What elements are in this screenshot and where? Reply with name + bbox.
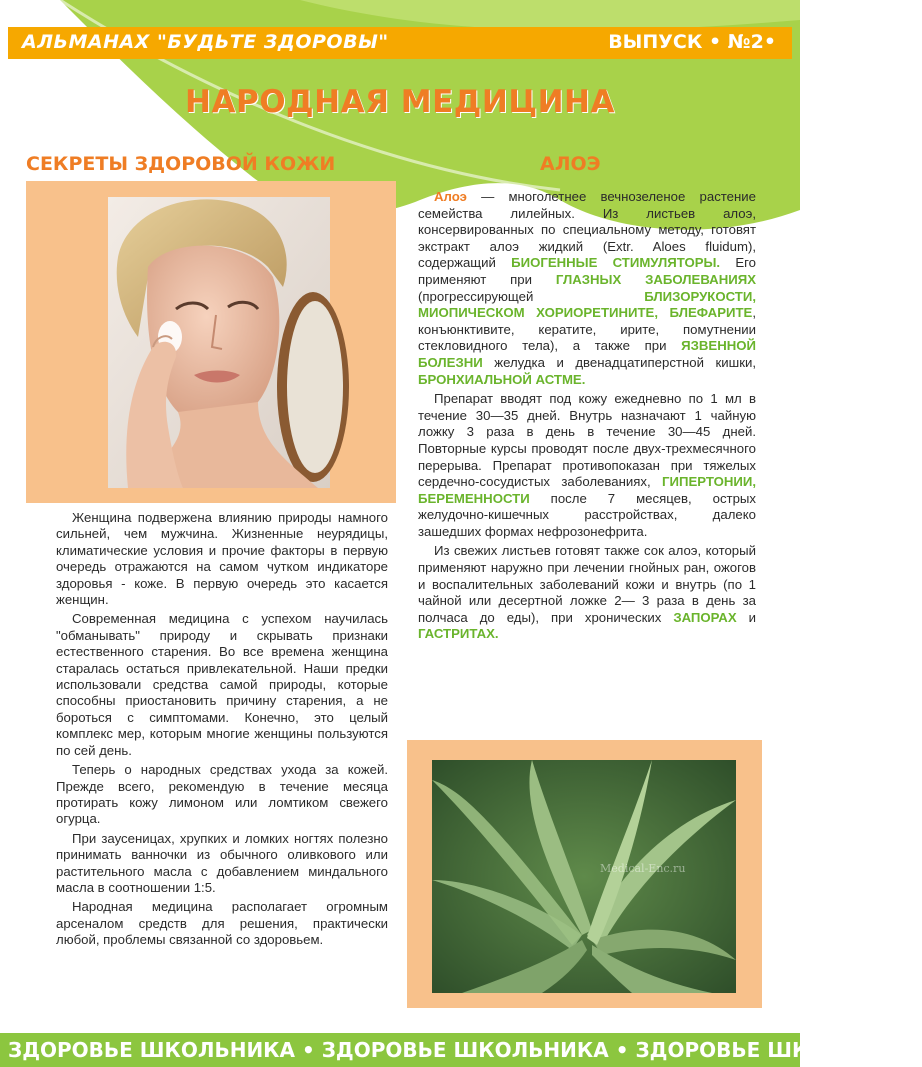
text-run: — многолетнее вечнозеленое растение семейства лилейных. Из листьев алоэ, консервированных по специальному методу, готовят экстракт алоэ жидкий (Extr. Aloes fluidum), содержащий [418,189,756,271]
highlight-term: БЛИЗОРУКОСТИ, МИОПИЧЕСКОМ ХОРИОРЕТИНИТЕ, БЛЕФАРИТЕ [418,288,756,321]
highlight-term: ЗАПОРАХ [673,609,737,625]
left-paragraph: При заусеницах, хрупких и ломких ногтях полезно принимать ванночки из обычного оливкового или растительного масла с добавлением миндального масла в соотношении 1:5. [56,830,388,895]
text-run: после 7 месяцев, острых желудочно-кишечных расстройствах, далеко зашедших формах нефрозонефрита. [418,490,756,539]
highlight-term: БИОГЕННЫЕ СТИМУЛЯТОРЫ. [511,255,721,271]
left-paragraph: Народная медицина располагает огромным арсеналом средств для решения, практически любой, проблемы связанной со здоровьем. [56,899,388,948]
aloe-paragraph-2 [418,391,756,540]
highlight-term: ЯЗВЕННОЙ БОЛЕЗНИ [418,338,756,370]
text-run: (прогрессирующей [418,288,645,304]
almanac-title: АЛЬМАНАХ "БУДЬТЕ ЗДОРОВЫ" [22,31,389,53]
aloe-photo [432,760,736,993]
woman-photo [108,197,330,488]
text-run: Препарат вводят под кожу ежедневно по 1 мл в течение 30—35 дней. Внутрь назначают 1 чайную ложку 3 раза в день в течение 30—45 дней. Повторные курсы проводят после двух-трехмесячного перерыва. Препарат противопоказан при тяжелых сердечно-сосудистых заболеваниях, [418,391,756,490]
text-run: Его применяют при [418,255,756,287]
left-paragraph: Женщина подвержена влиянию природы намного сильней, чем мужчина. Жизненные неурядицы, климатические условия и прочие факторы в первую очередь отражаются на самом чутком индикаторе здоровья - коже. В первую очередь это касается женщин. [56,510,388,608]
text-run: , конъюнктивите, кератите, ирите, помутнении стекловидного тела), а также при [418,305,756,354]
right-section-heading: АЛОЭ [540,153,601,175]
text-run: и [736,609,756,625]
left-paragraph: Современная медицина с успехом научилась "обманывать" природу и скрывать признаки естественного старения. Во все времена женщина старалась остаться привлекательной. Наши предки использовали средства самой природы, которые способны приостановить причину старения, а не бороться с симптомами. Конечно, это целый комплекс мер, которым многие женщины пользуются по сей день. [56,611,388,758]
header-band [8,27,792,59]
aloe-term: Алоэ [434,189,467,204]
left-paragraph: Теперь о народных средствах ухода за кожей. Прежде всего, рекомендую в течение месяца протирать кожу лимоном или ломтиком свежего огурца. [56,762,388,827]
footer-text: ЗДОРОВЬЕ ШКОЛЬНИКА • ЗДОРОВЬЕ ШКОЛЬНИКА • ЗДОРОВЬЕ ШКОЛЬНИКА [8,1038,922,1062]
right-column-text [418,189,756,646]
highlight-term: ГЛАЗНЫХ ЗАБОЛЕВАНИЯХ [555,271,756,287]
aloe-paragraph-1 [418,189,756,388]
issue-number: ВЫПУСК • №2• [608,31,776,53]
left-column-text [56,510,388,952]
footer-band [0,1033,922,1067]
highlight-term: ГАСТРИТАХ. [418,626,499,642]
page-title: НАРОДНАЯ МЕДИЦИНА [185,84,615,120]
left-section-heading: СЕКРЕТЫ ЗДОРОВОЙ КОЖИ [26,153,336,175]
watermark: Medical-Enc.ru [600,862,686,875]
text-run: желудка и двенадцатиперстной кишки, [482,354,756,370]
highlight-term: БРОНХИАЛЬНОЙ АСТМЕ. [418,371,586,387]
aloe-paragraph-3 [418,543,756,643]
text-run: Из свежих листьев готовят также сок алоэ, который применяют наружно при лечении гнойных ран, ожогов и воспалительных заболеваний кожи и внутрь (по 1 чайной или десертной ложке 2— 3 раза в день за полчаса до еды), при хронических [418,543,756,625]
highlight-term: ГИПЕРТОНИИ, БЕРЕМЕННОСТИ [418,474,756,506]
